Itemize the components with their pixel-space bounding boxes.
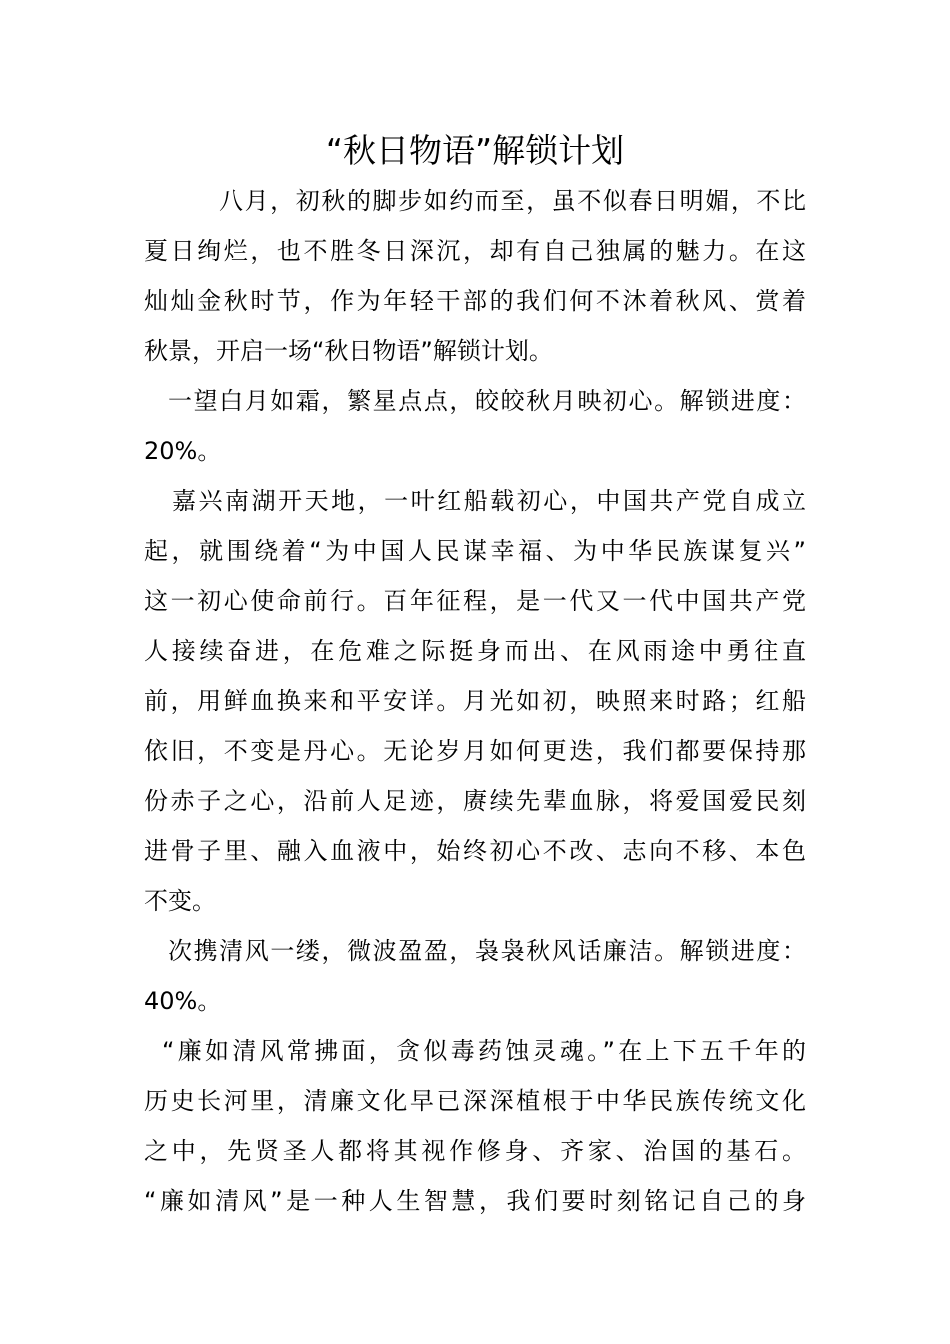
paragraph-2-line: 一望白月如霜，繁星点点，皎皎秋月映初心。解锁进度： xyxy=(168,387,806,415)
paragraph-3-line: 前，用鲜血换来和平安详。月光如初，映照来时路；红船 xyxy=(144,687,806,715)
paragraph-5-line: 之中，先贤圣人都将其视作修身、齐家、治国的基石。 xyxy=(144,1137,806,1165)
paragraph-1-line: 夏日绚烂，也不胜冬日深沉，却有自己独属的魅力。在这 xyxy=(144,237,806,265)
paragraph-4-line: 40%。 xyxy=(144,987,222,1015)
paragraph-4-line: 次携清风一缕，微波盈盈，袅袅秋风话廉洁。解锁进度： xyxy=(168,937,806,965)
paragraph-3-line: 不变。 xyxy=(144,887,216,915)
paragraph-3-line: 人接续奋进，在危难之际挺身而出、在风雨途中勇往直 xyxy=(144,637,806,665)
document-title: “秋日物语”解锁计划 xyxy=(325,131,625,170)
paragraph-1-line: 八月，初秋的脚步如约而至，虽不似春日明媚，不比 xyxy=(219,187,806,215)
paragraph-1-line: 灿灿金秋时节，作为年轻干部的我们何不沐着秋风、赏着 xyxy=(144,287,806,315)
paragraph-3-line: 这一初心使命前行。百年征程，是一代又一代中国共产党 xyxy=(144,587,806,615)
paragraph-5-line: “廉如清风常拂面，贪似毒药蚀灵魂。”在上下五千年的 xyxy=(162,1037,806,1065)
paragraph-3-line: 嘉兴南湖开天地，一叶红船载初心，中国共产党自成立 xyxy=(172,487,806,515)
paragraph-3-line: 起，就围绕着“为中国人民谋幸福、为中华民族谋复兴” xyxy=(144,537,806,565)
paragraph-5-line: 历史长河里，清廉文化早已深深植根于中华民族传统文化 xyxy=(144,1087,806,1115)
document-body xyxy=(144,176,806,1226)
paragraph-5-line: “廉如清风”是一种人生智慧，我们要时刻铭记自己的身 xyxy=(144,1187,806,1215)
paragraph-3-line: 依旧，不变是丹心。无论岁月如何更迭，我们都要保持那 xyxy=(144,737,806,765)
paragraph-2-line: 20%。 xyxy=(144,437,222,465)
paragraph-1-line: 秋景，开启一场“秋日物语”解锁计划。 xyxy=(144,337,553,365)
paragraph-3-line: 份赤子之心，沿前人足迹，赓续先辈血脉，将爱国爱民刻 xyxy=(144,787,806,815)
paragraph-3-line: 进骨子里、融入血液中，始终初心不改、志向不移、本色 xyxy=(144,837,806,865)
